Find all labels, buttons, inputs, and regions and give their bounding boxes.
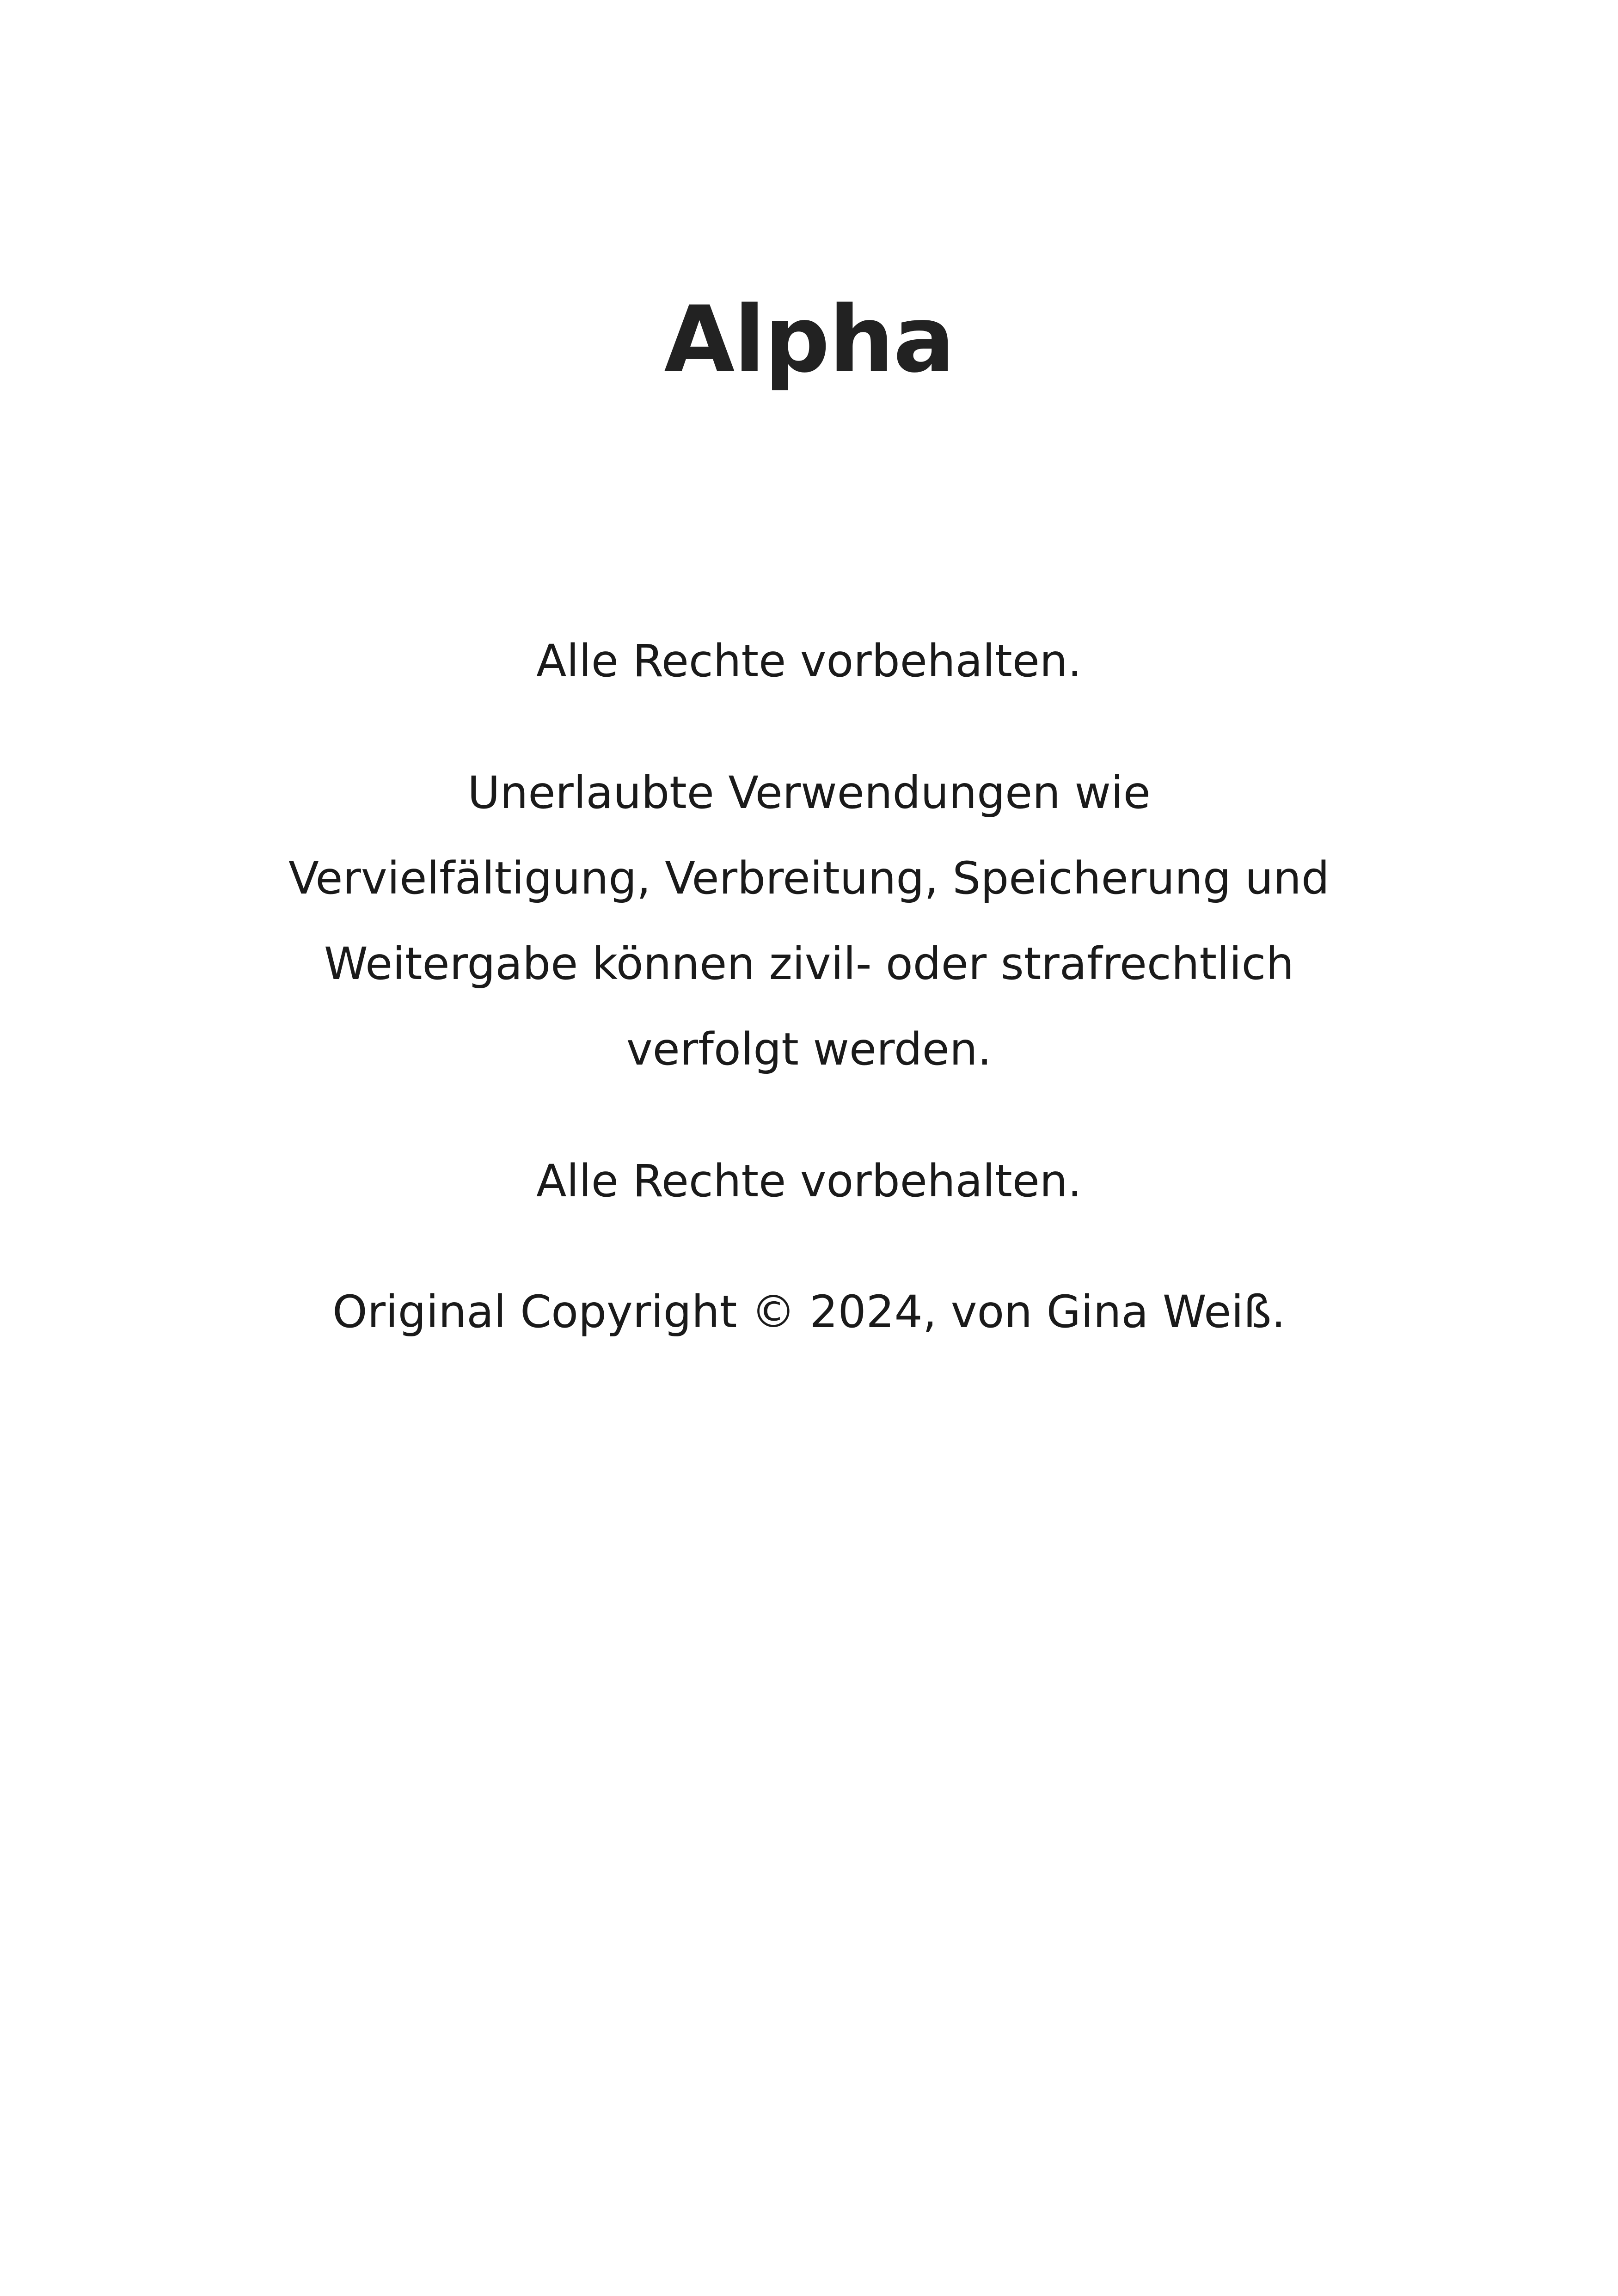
- book-title: Alpha: [664, 286, 954, 393]
- rights-notice-first: Alle Rechte vorbehalten.: [536, 635, 1082, 687]
- rights-notice-second: Alle Rechte vorbehalten.: [536, 1155, 1082, 1207]
- legal-text-line: Weitergabe können zivil- oder strafrechtlich: [324, 938, 1294, 990]
- legal-text-line: verfolgt werden.: [626, 1023, 992, 1075]
- legal-text-line: Unerlaubte Verwendungen wie: [467, 767, 1151, 819]
- legal-text-line: Vervielfältigung, Verbreitung, Speicherung und: [288, 852, 1330, 904]
- copyright-line: Original Copyright © 2024, von Gina Weiß.: [332, 1286, 1286, 1338]
